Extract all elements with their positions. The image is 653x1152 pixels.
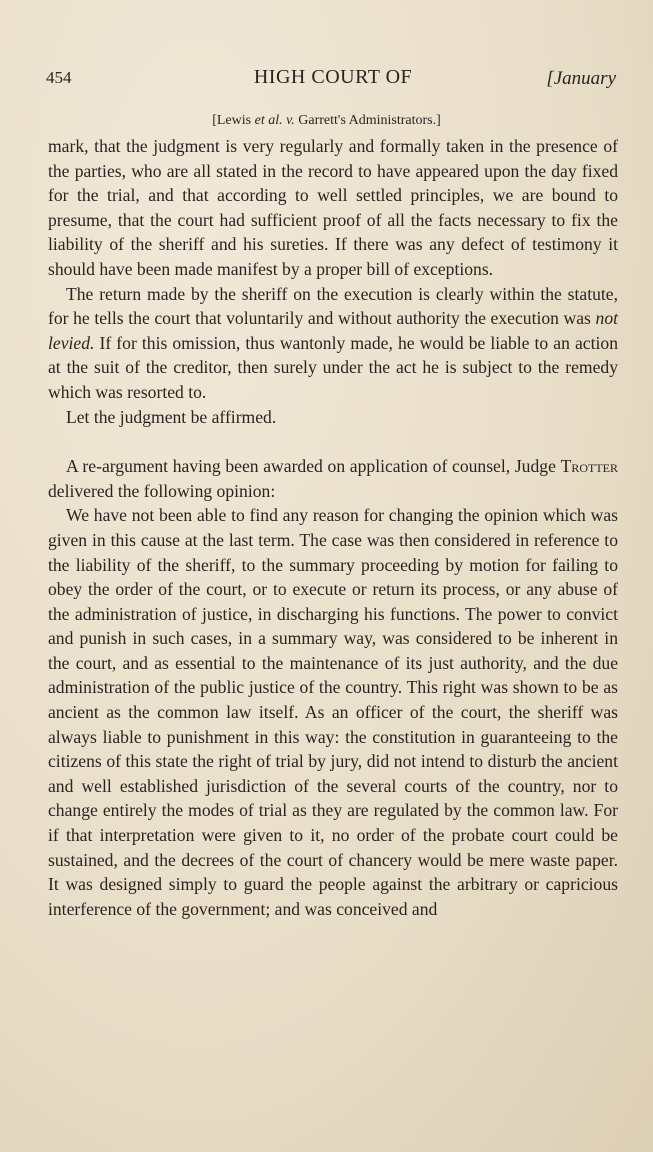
page-header — [46, 66, 620, 94]
judge-name: Trotter — [560, 456, 618, 477]
paragraph-2-emphasis: not levied. — [48, 308, 618, 353]
paragraph-3: Let the judgment be affirmed. — [66, 406, 277, 427]
page-number: 454 — [46, 68, 72, 87]
paragraph-5: We have not been able to find any reason for changing the opinion which was given in this cause at the last term. The case was then considered in reference to the liability of the sheriff, to the summary proceeding by motion for failing to obey the order of the court, or to execute or return its process, or any abuse of the administration of justice, in discharging his functions. The power to convict and punish in such cases, in a summary way, was considered to be inherent in the court, and as essential to the maintenance of its just authority, and the due administration of the public justice of the country. This right was shown to be as ancient as the common law itself. As an officer of the court, the sheriff was always liable to punishment in this way: the constitution in guaranteeing to the citizens of this state the right of trial by jury, did not intend to disturb the ancient and well established jurisdiction of the several courts of the country, nor to change entirely the modes of trial as they are regulated by the common law. For if that interpretation were given to it, no order of the probate court could be sustained, and the decrees of the court of chancery would be mere waste paper. It was designed simply to guard the people against the arbitrary or capricious interference of the government; and was conceived and — [48, 505, 618, 919]
paragraph-2-a: The return made by the sheriff on the execution is clearly within the statute, for he tells the court that voluntarily and without authority the execution was — [48, 283, 618, 329]
running-head — [0, 113, 653, 129]
paragraph-4-a: A re-argument having been awarded on application of counsel, Judge — [66, 456, 561, 477]
header-month: [January — [546, 68, 616, 89]
running-head-rest: Garrett's Administrators.] — [294, 113, 441, 128]
body-text — [48, 134, 618, 921]
paragraph-4 — [48, 454, 618, 503]
running-head-etal: et al. v. — [254, 113, 295, 128]
paragraph-4-c: delivered the following opinion: — [48, 480, 276, 501]
paragraph-1: mark, that the judgment is very regularly and formally taken in the presence of the parties, who are all stated in the record to have appeared upon the day fixed for the trial, and that according to well settled principles, we are bound to presume, that the court had sufficient proof of all the facts necessary to fix the liability of the sheriff and his sureties. If there was any defect of testimony it should have been made manifest by a proper bill of exceptions. — [48, 136, 618, 279]
header-title: HIGH COURT OF — [253, 66, 413, 88]
paragraph-2-c: If for this omission, thus wantonly made, he would be liable to an action at the suit of the creditor, then surely under the act he is subject to the remedy which was resorted to. — [48, 332, 618, 402]
running-head-open: [Lewis — [212, 113, 255, 128]
paragraph-2 — [48, 282, 618, 405]
